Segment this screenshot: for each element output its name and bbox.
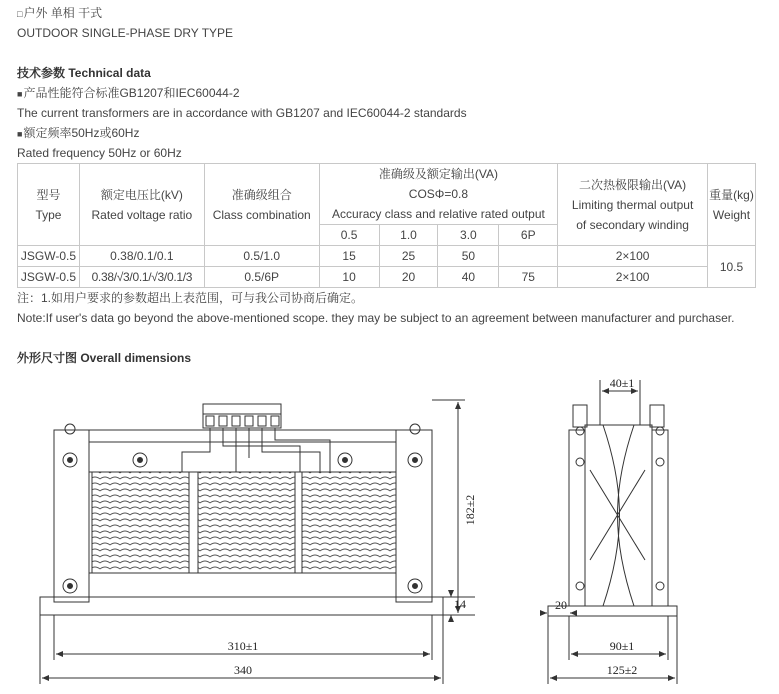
front-left-frame: [54, 430, 89, 602]
standard-cn: 产品性能符合标准GB1207和IEC60044-2: [23, 86, 240, 100]
bullet-square-icon: □: [17, 9, 23, 19]
side-right-bracket: [652, 430, 668, 606]
frequency-en: Rated frequency 50Hz or 60Hz: [17, 146, 182, 160]
side-coil-pattern: [590, 425, 645, 606]
bullet-filled-square-icon: ■: [17, 129, 23, 139]
bullet-filled-square-icon: ■: [17, 89, 23, 99]
label-overall-width: 340: [234, 663, 252, 677]
front-base-plate: [40, 597, 443, 615]
technical-data-heading: 技术参数 Technical data: [17, 66, 151, 80]
label-side-inner: 90±1: [609, 639, 635, 653]
side-coil-body: [585, 425, 652, 606]
label-height: 182±2: [463, 494, 477, 526]
label-side-top: 40±1: [609, 376, 635, 390]
header-accuracy: 准确级及额定输出(VA) COSΦ=0.8 Accuracy class and relative rated output: [319, 164, 558, 225]
label-side-small: 20: [555, 598, 567, 612]
sub-05: 0.5: [319, 225, 379, 246]
header-weight: 重量(kg) Weight: [707, 164, 755, 246]
side-left-bracket: [569, 430, 585, 606]
front-top-clamp: [89, 430, 396, 442]
front-lower-yoke: [89, 573, 396, 597]
front-right-frame: [396, 430, 432, 602]
title-cn: 户外 单相 干式: [23, 6, 103, 20]
title-en: OUTDOOR SINGLE-PHASE DRY TYPE: [17, 26, 234, 40]
label-inner-width: 310±1: [227, 639, 259, 653]
coil-middle: [198, 472, 295, 573]
sub-10: 1.0: [379, 225, 438, 246]
note-cn: 注：1.如用户要求的参数超出上表范围，可与我公司协商后确定。: [17, 291, 364, 305]
sub-6p: 6P: [499, 225, 558, 246]
note-en: Note:If user's data go beyond the above-mentioned scope. they may be subject to an agreement between manufacturer and purchaser.: [17, 311, 735, 325]
header-voltage: 额定电压比(kV) Rated voltage ratio: [79, 164, 204, 246]
coil-left: [92, 472, 189, 573]
dimensions-heading: 外形尺寸图 Overall dimensions: [17, 351, 192, 365]
side-view: [540, 380, 677, 684]
label-small-14: 14: [454, 597, 466, 611]
coil-right: [302, 472, 396, 573]
header-type: 型号 Type: [18, 164, 80, 246]
sub-30: 3.0: [438, 225, 499, 246]
label-side-overall: 125±2: [606, 663, 638, 677]
terminal-block-icon: [182, 404, 330, 472]
frequency-cn: 额定频率50Hz或60Hz: [23, 126, 140, 140]
header-thermal: 二次热极限输出(VA) Limiting thermal output of secondary winding: [558, 164, 708, 246]
side-base-plate: [548, 606, 677, 616]
standard-en: The current transformers are in accordance with GB1207 and IEC60044-2 standards: [17, 106, 467, 120]
table-row: JSGW-0.5 0.38/√3/0.1/√3/0.1/3 0.5/6P 10 20 40 75 2×100: [18, 267, 756, 288]
header-class: 准确级组合 Class combination: [204, 164, 319, 246]
weight-cell: 10.5: [707, 246, 755, 288]
table-row: JSGW-0.5 0.38/0.1/0.1 0.5/1.0 15 25 50 2×100 10.5: [18, 246, 756, 267]
